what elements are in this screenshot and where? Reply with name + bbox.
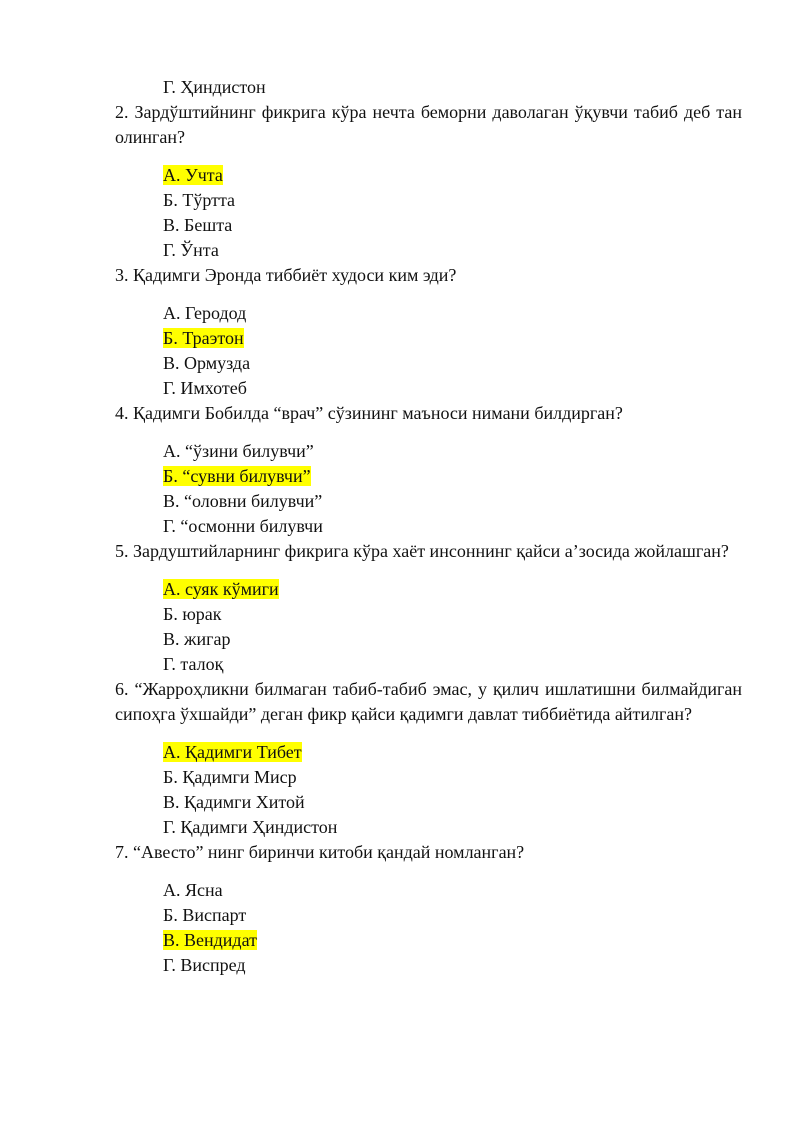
option-text: Г. Қадимги Ҳиндистон (163, 817, 338, 837)
option-text: В. Қадимги Хитой (163, 792, 305, 812)
answer-options (115, 878, 742, 978)
option-text: А. “ўзини билувчи” (163, 441, 314, 461)
question-text: 6. “Жарроҳликни билмаган табиб-табиб эмас, у қилич ишлатишни билмайдиган сипоҳга ўхшайди” деган фикр қайси қадимги давлат тиббиётида айтилган? (115, 679, 742, 724)
answer-options (115, 740, 742, 840)
correct-answer-highlight: А. Қадимги Тибет (163, 742, 302, 762)
correct-answer-highlight: Б. “сувни билувчи” (163, 466, 311, 486)
correct-answer-highlight: А. Учта (163, 165, 223, 185)
option-item (163, 301, 742, 326)
option-item (163, 627, 742, 652)
answer-options (115, 163, 742, 263)
question-text: 7. “Авесто” нинг биринчи китоби қандай номланган? (115, 842, 525, 862)
option-text: В. “оловни билувчи” (163, 491, 323, 511)
option-item (163, 351, 742, 376)
option-text: Г. Ҳиндистон (163, 77, 266, 97)
option-item (163, 238, 742, 263)
option-item (163, 740, 742, 765)
option-item (163, 602, 742, 627)
option-text: Б. Тўртта (163, 190, 236, 210)
option-item (163, 163, 742, 188)
option-item (163, 652, 742, 677)
option-text: В. Ормузда (163, 353, 251, 373)
answer-options (115, 577, 742, 677)
correct-answer-highlight: Б. Траэтон (163, 328, 244, 348)
option-text: А. Ясна (163, 880, 223, 900)
question-text: 3. Қадимги Эронда тиббиёт худоси ким эди? (115, 265, 457, 285)
question-text: 2. Зардўштийнинг фикрига кўра нечта беморни даволаган ўқувчи табиб деб тан олинган? (115, 102, 742, 147)
option-item (163, 464, 742, 489)
option-text: Б. юрак (163, 604, 222, 624)
answer-options (115, 301, 742, 401)
option-item (163, 765, 742, 790)
option-item (163, 213, 742, 238)
option-text: А. Геродод (163, 303, 247, 323)
option-text: Г. Имхотеб (163, 378, 247, 398)
option-item (163, 188, 742, 213)
correct-answer-highlight: А. суяк кўмиги (163, 579, 279, 599)
option-item (163, 439, 742, 464)
option-item (163, 953, 742, 978)
option-item (163, 903, 742, 928)
answer-options (115, 439, 742, 539)
option-item (163, 326, 742, 351)
option-item (163, 489, 742, 514)
option-text: Г. Ўнта (163, 240, 219, 260)
option-item (163, 514, 742, 539)
option-text: Г. талоқ (163, 654, 224, 674)
option-text: В. Бешта (163, 215, 233, 235)
option-item (163, 577, 742, 602)
option-item (163, 928, 742, 953)
previous-question-options (115, 75, 742, 100)
question-text: 4. Қадимги Бобилда “врач” сўзининг маъноси нимани билдирган? (115, 403, 623, 423)
option-item (163, 376, 742, 401)
question-text: 5. Зардуштийларнинг фикрига кўра хаёт инсоннинг қайси а’зосида жойлашган? (115, 541, 729, 561)
option-item (163, 790, 742, 815)
option-item (163, 878, 742, 903)
option-text: Б. Қадимги Миср (163, 767, 297, 787)
option-item (163, 815, 742, 840)
option-text: Б. Виспарт (163, 905, 247, 925)
correct-answer-highlight: В. Вендидат (163, 930, 257, 950)
option-item (163, 75, 742, 100)
option-text: Г. “осмонни билувчи (163, 516, 323, 536)
option-text: Г. Виспред (163, 955, 246, 975)
option-text: В. жигар (163, 629, 231, 649)
